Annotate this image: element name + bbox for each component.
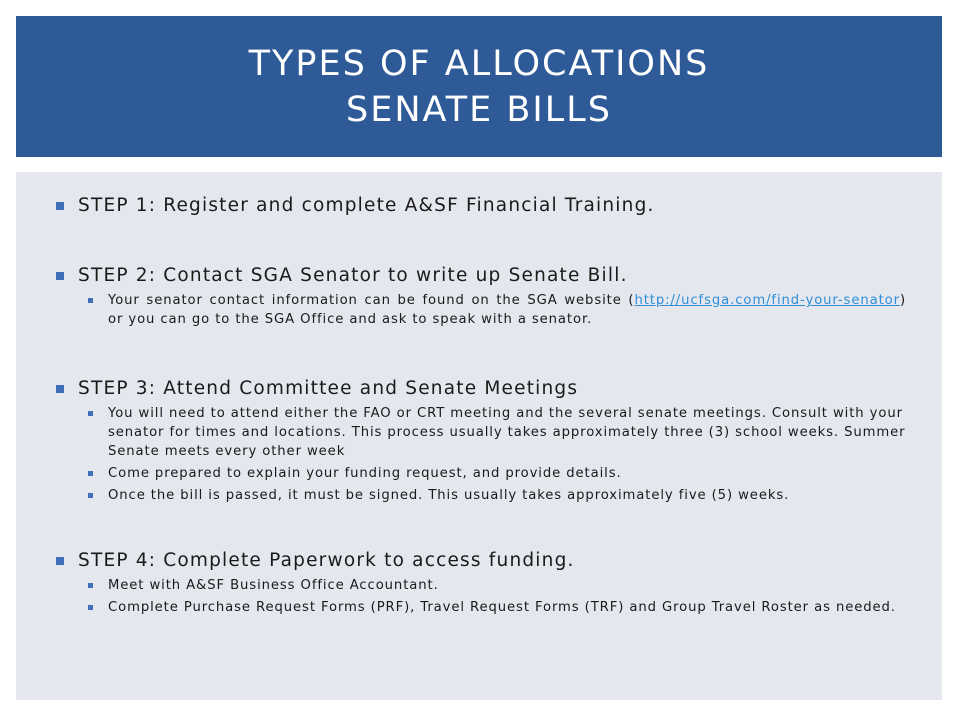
step-heading — [56, 194, 906, 218]
list-item — [56, 576, 906, 595]
slide-title-line-1: TYPES OF ALLOCATIONS — [248, 43, 710, 84]
square-bullet-icon — [88, 411, 93, 416]
list-item-text: Come prepared to explain your funding request, and provide details. — [108, 466, 622, 481]
step-3 — [56, 377, 906, 508]
senator-info-text-before: Your senator contact information can be found on the SGA website ( — [108, 293, 635, 308]
list-item — [56, 291, 906, 329]
square-bullet-icon — [88, 493, 93, 498]
title-banner — [16, 16, 942, 157]
step-heading — [56, 377, 906, 401]
list-item-text: Meet with A&SF Business Office Accountant. — [108, 578, 439, 593]
square-bullet-icon — [88, 298, 93, 303]
square-bullet-icon — [88, 605, 93, 610]
step-1-heading-text: STEP 1: Register and complete A&SF Financial Training. — [78, 195, 655, 216]
step-3-heading-text: STEP 3: Attend Committee and Senate Meetings — [78, 378, 579, 399]
square-bullet-icon — [56, 272, 64, 280]
list-item — [56, 464, 906, 483]
list-item — [56, 598, 906, 617]
content-panel — [16, 172, 942, 700]
square-bullet-icon — [88, 583, 93, 588]
slide-title-line-2: SENATE BILLS — [346, 89, 612, 130]
square-bullet-icon — [88, 471, 93, 476]
square-bullet-icon — [56, 385, 64, 393]
square-bullet-icon — [56, 557, 64, 565]
list-item — [56, 486, 906, 505]
step-4-heading-text: STEP 4: Complete Paperwork to access funding. — [78, 550, 575, 571]
step-2-heading-text: STEP 2: Contact SGA Senator to write up Senate Bill. — [78, 265, 628, 286]
step-4 — [56, 549, 906, 620]
list-item-text: You will need to attend either the FAO or CRT meeting and the several senate meetings. Consult with your senator for times and locations. This process usually takes approximately three (3) school weeks. Summer Senate meets every other week — [108, 406, 906, 459]
list-item-text: Once the bill is passed, it must be signed. This usually takes approximately five (5) weeks. — [108, 488, 790, 503]
step-heading — [56, 264, 906, 288]
square-bullet-icon — [56, 202, 64, 210]
step-heading — [56, 549, 906, 573]
find-your-senator-link[interactable]: http://ucfsga.com/find-your-senator — [634, 293, 900, 308]
list-item-text: Complete Purchase Request Forms (PRF), Travel Request Forms (TRF) and Group Travel Roster as needed. — [108, 600, 896, 615]
step-2 — [56, 264, 906, 332]
step-1 — [56, 194, 906, 218]
list-item — [56, 404, 906, 461]
senator-info-text-after: ) or you can go to the SGA Office and ask to speak with a senator. — [108, 293, 906, 327]
